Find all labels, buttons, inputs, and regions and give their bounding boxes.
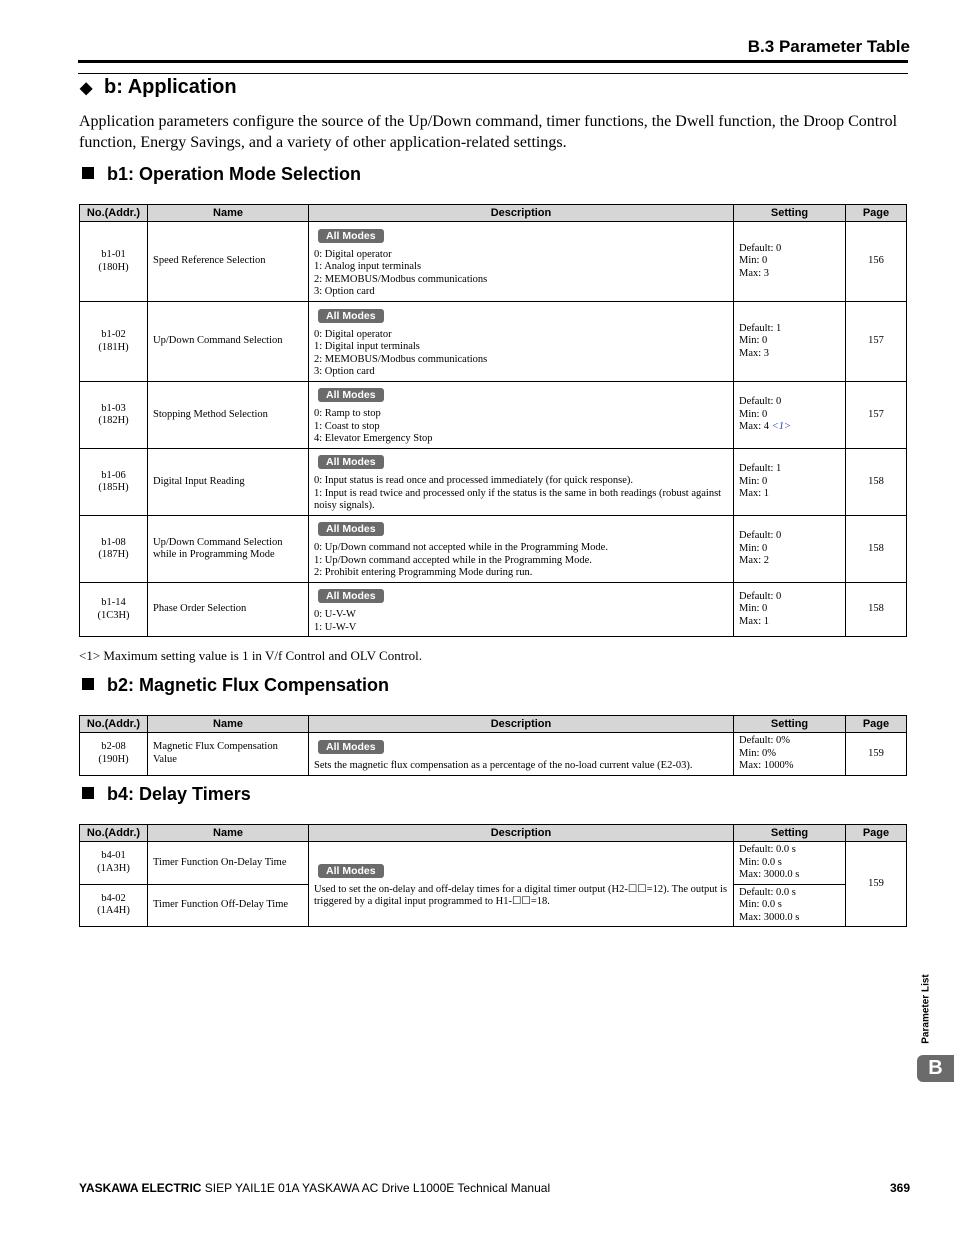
all-modes-badge: All Modes xyxy=(318,522,384,536)
table-header-row xyxy=(80,205,907,222)
param-desc-cell: All Modes Sets the magnetic flux compensation as a percentage of the no-load current value (E2-03). xyxy=(309,733,734,776)
param-number-cell: b1-06 (185H) xyxy=(80,449,148,516)
param-desc-cell: All Modes 0: Input status is read once and processed immediately (for quick response). 1: Input is read twice and processed only if the status is the same in both readings (robust against noisy signals). xyxy=(309,449,734,516)
footnote: <1> Maximum setting value is 1 in V/f Control and OLV Control. xyxy=(79,648,423,663)
param-name-cell: Phase Order Selection xyxy=(148,583,309,637)
table-header-row xyxy=(80,716,907,733)
table-row xyxy=(80,449,907,516)
header-rule-thin xyxy=(78,73,908,74)
param-setting-cell: Default: 0.0 s Min: 0.0 s Max: 3000.0 s xyxy=(734,884,846,927)
param-desc-cell: All Modes 0: Digital operator 1: Digital input terminals 2: MEMOBUS/Modbus communications 3: Option card xyxy=(309,302,734,382)
page-title xyxy=(80,76,237,99)
param-desc-cell: All Modes 0: Digital operator 1: Analog input terminals 2: MEMOBUS/Modbus communications 3: Option card xyxy=(309,222,734,302)
header-rule xyxy=(78,60,908,63)
param-setting-cell: Default: 1 Min: 0 Max: 3 xyxy=(734,302,846,382)
param-page-link[interactable]: 157 xyxy=(846,382,907,449)
param-setting-cell: Default: 0 Min: 0 Max: 2 xyxy=(734,516,846,583)
table-row xyxy=(80,382,907,449)
param-page-link[interactable]: 157 xyxy=(846,302,907,382)
param-number-cell: b2-08 (190H) xyxy=(80,733,148,776)
param-setting-cell: Default: 0% Min: 0% Max: 1000% xyxy=(734,733,846,776)
col-header-num: No.(Addr.) xyxy=(80,716,148,733)
param-desc-cell: All Modes 0: Ramp to stop 1: Coast to stop 4: Elevator Emergency Stop xyxy=(309,382,734,449)
param-setting-cell: Default: 1 Min: 0 Max: 1 xyxy=(734,449,846,516)
col-header-name: Name xyxy=(148,716,309,733)
b2-parameter-table xyxy=(79,715,907,776)
b4-parameter-table xyxy=(79,824,907,927)
page-title-text: b: Application xyxy=(104,76,237,98)
all-modes-badge: All Modes xyxy=(318,388,384,402)
param-name-cell: Up/Down Command Selection while in Programming Mode xyxy=(148,516,309,583)
param-desc-cell: All Modes 0: Up/Down command not accepted while in the Programming Mode. 1: Up/Down command accepted while in the Programming Mode. 2: Prohibit entering Programming Mode during run. xyxy=(309,516,734,583)
col-header-name: Name xyxy=(148,205,309,222)
param-name-cell: Digital Input Reading xyxy=(148,449,309,516)
param-number-cell: b1-03 (182H) xyxy=(80,382,148,449)
b1-parameter-table xyxy=(79,204,907,637)
param-setting-cell: Default: 0 Min: 0 Max: 3 xyxy=(734,222,846,302)
param-page-link[interactable]: 156 xyxy=(846,222,907,302)
table-row xyxy=(80,583,907,637)
footer-brand: YASKAWA ELECTRIC xyxy=(79,1181,202,1195)
b1-heading-text: b1: Operation Mode Selection xyxy=(107,164,362,184)
all-modes-badge: All Modes xyxy=(318,229,384,243)
square-bullet-icon xyxy=(82,678,94,690)
param-page-link[interactable]: 158 xyxy=(846,516,907,583)
col-header-num: No.(Addr.) xyxy=(80,825,148,842)
square-bullet-icon xyxy=(82,167,94,179)
param-name-cell: Magnetic Flux Compensation Value xyxy=(148,733,309,776)
param-number-cell: b4-02 (1A4H) xyxy=(80,884,148,927)
b4-heading-text: b4: Delay Timers xyxy=(107,784,251,804)
col-header-name: Name xyxy=(148,825,309,842)
square-bullet-icon xyxy=(82,787,94,799)
param-number-cell: b1-08 (187H) xyxy=(80,516,148,583)
diamond-bullet-icon: ◆ xyxy=(80,80,93,97)
side-tab-label: Parameter List xyxy=(920,974,932,1044)
page-footer xyxy=(79,1181,910,1195)
param-setting-cell: Default: 0 Min: 0 Max: 1 xyxy=(734,583,846,637)
param-number-cell: b1-01 (180H) xyxy=(80,222,148,302)
all-modes-badge: All Modes xyxy=(318,740,384,754)
param-name-cell: Stopping Method Selection xyxy=(148,382,309,449)
col-header-num: No.(Addr.) xyxy=(80,205,148,222)
param-setting-cell: Default: 0.0 s Min: 0.0 s Max: 3000.0 s xyxy=(734,842,846,885)
col-header-desc: Description xyxy=(309,716,734,733)
param-number-cell: b1-14 (1C3H) xyxy=(80,583,148,637)
param-page-link[interactable]: 158 xyxy=(846,583,907,637)
param-setting-cell: Default: 0 Min: 0 Max: 4 <1> xyxy=(734,382,846,449)
param-page-link[interactable]: 159 xyxy=(846,733,907,776)
b2-heading-text: b2: Magnetic Flux Compensation xyxy=(107,675,390,695)
footnote-ref-link[interactable]: <1> xyxy=(771,421,792,433)
all-modes-badge: All Modes xyxy=(318,589,384,603)
table-header-row xyxy=(80,825,907,842)
col-header-page: Page xyxy=(846,825,907,842)
table-row xyxy=(80,516,907,583)
table-row xyxy=(80,222,907,302)
chapter-tab-b[interactable]: B xyxy=(917,1055,954,1082)
param-name-cell: Up/Down Command Selection xyxy=(148,302,309,382)
col-header-setting: Setting xyxy=(734,825,846,842)
param-page-link[interactable]: 158 xyxy=(846,449,907,516)
all-modes-badge: All Modes xyxy=(318,455,384,469)
param-name-cell: Timer Function On-Delay Time xyxy=(148,842,309,885)
param-name-cell: Timer Function Off-Delay Time xyxy=(148,884,309,927)
col-header-setting: Setting xyxy=(734,205,846,222)
table-row xyxy=(80,733,907,776)
page-number: 369 xyxy=(889,1181,910,1195)
all-modes-badge: All Modes xyxy=(318,864,384,878)
col-header-desc: Description xyxy=(309,205,734,222)
intro-paragraph: Application parameters configure the source of the Up/Down command, timer functions, the Dwell function, the Droop Control function, Energy Savings, and a variety of other application-related settings. xyxy=(79,113,898,151)
param-number-cell: b4-01 (1A3H) xyxy=(80,842,148,885)
section-header-title: B.3 Parameter Table xyxy=(747,37,910,56)
col-header-desc: Description xyxy=(309,825,734,842)
col-header-setting: Setting xyxy=(734,716,846,733)
col-header-page: Page xyxy=(846,716,907,733)
footer-manual-title: SIEP YAIL1E 01A YASKAWA AC Drive L1000E Technical Manual xyxy=(201,1181,551,1195)
b1-heading xyxy=(82,164,361,185)
param-number-cell: b1-02 (181H) xyxy=(80,302,148,382)
param-desc-cell: All Modes 0: U-V-W 1: U-W-V xyxy=(309,583,734,637)
b4-heading xyxy=(82,784,251,805)
param-page-link[interactable]: 159 xyxy=(846,842,907,927)
table-row xyxy=(80,842,907,885)
param-desc-cell: All Modes Used to set the on-delay and off-delay times for a digital timer output (H2-☐☐=12). The output is triggered by a digital input programmed to H1-☐☐=18. xyxy=(309,842,734,927)
all-modes-badge: All Modes xyxy=(318,309,384,323)
col-header-page: Page xyxy=(846,205,907,222)
table-row xyxy=(80,302,907,382)
param-name-cell: Speed Reference Selection xyxy=(148,222,309,302)
b2-heading xyxy=(82,675,389,696)
